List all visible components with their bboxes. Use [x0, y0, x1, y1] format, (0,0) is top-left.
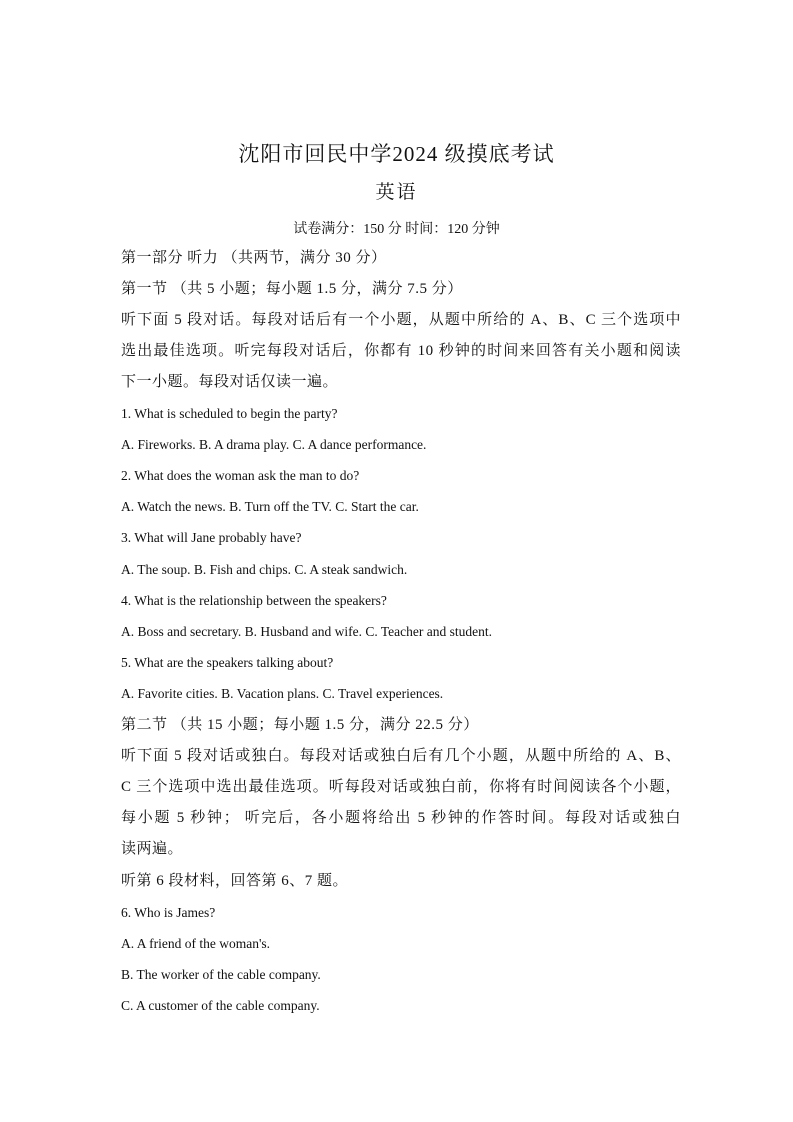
- question-stem: 1. What is scheduled to begin the party?: [121, 406, 338, 421]
- section1-instruction-line: 下一小题。每段对话仅读一遍。: [121, 374, 339, 390]
- part1-heading: 第一部分 听力 （共两节，满分 30 分）: [121, 250, 387, 266]
- question-stem: 5. What are the speakers talking about?: [121, 655, 334, 670]
- section2-instruction-line: 每小题 5 秒钟； 听完后，各小题将给出 5 秒钟的作答时间。每段对话或独白: [121, 810, 681, 826]
- question-stem: 4. What is the relationship between the speakers?: [121, 593, 387, 608]
- material-note: 听第 6 段材料，回答第 6、7 题。: [121, 873, 349, 889]
- section2-heading: 第二节 （共 15 小题；每小题 1.5 分，满分 22.5 分）: [121, 717, 479, 733]
- section1-instruction-line: 听下面 5 段对话。每段对话后有一个小题，从题中所给的 A、B、C 三个选项中: [121, 312, 681, 328]
- question-options: A. Favorite cities. B. Vacation plans. C. Travel experiences.: [121, 686, 444, 701]
- question-options: A. The soup. B. Fish and chips. C. A steak sandwich.: [121, 562, 408, 577]
- question-stem: 6. Who is James?: [121, 905, 216, 920]
- subject-title: 英语: [375, 182, 418, 203]
- section1-heading: 第一节 （共 5 小题；每小题 1.5 分，满分 7.5 分）: [121, 281, 463, 297]
- question-options: A. Fireworks. B. A drama play. C. A dance performance.: [121, 437, 427, 452]
- question-options: A. Boss and secretary. B. Husband and wife. C. Teacher and student.: [121, 624, 492, 639]
- section2-instruction-line: 读两遍。: [121, 841, 184, 857]
- exam-meta: 试卷满分：150 分 时间：120 分钟: [293, 222, 500, 237]
- exam-title: 沈阳市回民中学2024 级摸底考试: [238, 142, 555, 166]
- question-options: A. Watch the news. B. Turn off the TV. C. Start the car.: [121, 499, 419, 514]
- section1-instruction-line: 选出最佳选项。听完每段对话后，你都有 10 秒钟的时间来回答有关小题和阅读: [121, 343, 681, 359]
- question-stem: 3. What will Jane probably have?: [121, 530, 302, 545]
- question-option: A. A friend of the woman's.: [121, 936, 271, 951]
- section2-instruction-line: C 三个选项中选出最佳选项。听每段对话或独白前，你将有时间阅读各个小题，: [121, 779, 681, 795]
- question-option: C. A customer of the cable company.: [121, 998, 320, 1013]
- question-stem: 2. What does the woman ask the man to do?: [121, 468, 360, 483]
- question-option: B. The worker of the cable company.: [121, 967, 321, 982]
- section2-instruction-line: 听下面 5 段对话或独白。每段对话或独白后有几个小题，从题中所给的 A、B、: [121, 748, 681, 764]
